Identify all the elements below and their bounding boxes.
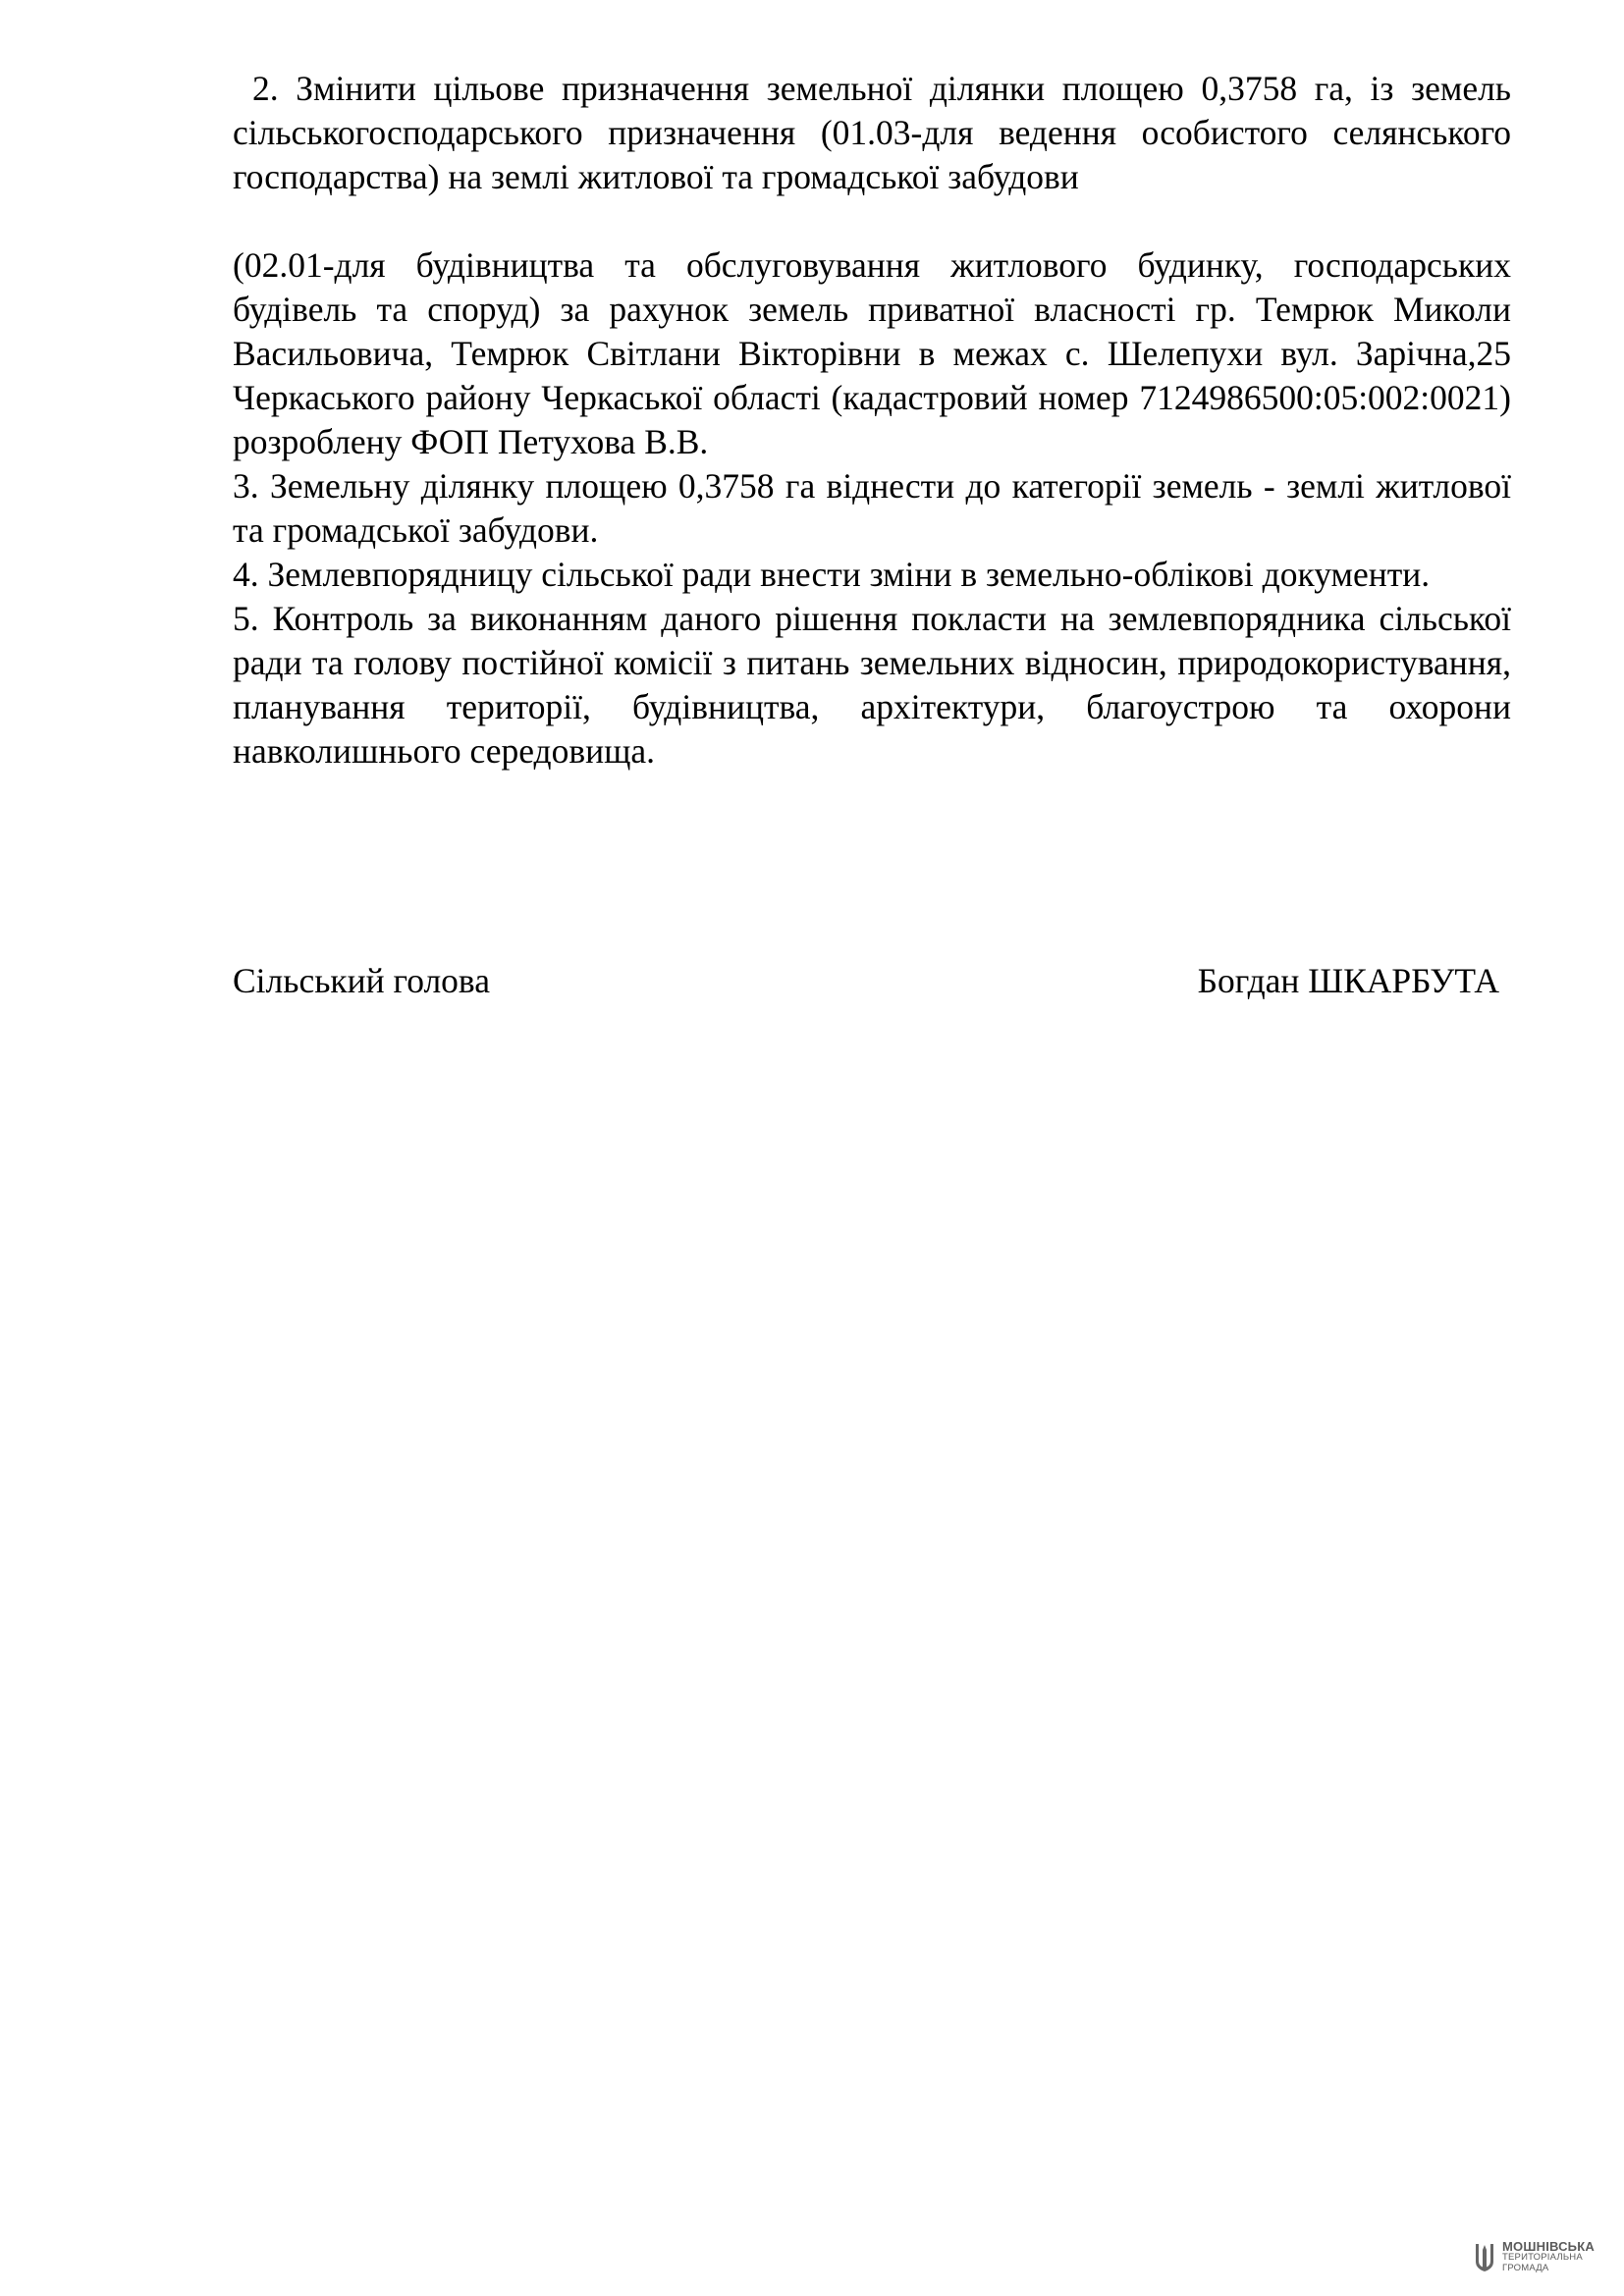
trident-icon: [1473, 2242, 1496, 2273]
paragraph-item-4: 4. Землевпорядницу сільської ради внести зміни в земельно-облікові документи.: [233, 555, 1431, 594]
signature-block: [233, 959, 1499, 1003]
logo-line-1: МОШНІВСЬКА: [1502, 2239, 1595, 2254]
signature-name: Богдан ШКАРБУТА: [1197, 961, 1499, 1000]
community-logo: [1473, 2241, 1595, 2273]
paragraph-item-3: 3. Земельну ділянку площею 0,3758 га віднести до категорії земель - землі житлової та громадської забудови.: [233, 466, 1511, 550]
paragraph-gap: [233, 199, 1511, 243]
paragraph-item-2: 2. Змінити цільове призначення земельної ділянки площею 0,3758 га, із земель сільськогосподарського призначення (01.03-для ведення особистого селянського господарства) на землі житлової та громадської забудови: [233, 69, 1511, 196]
logo-line-3: ГРОМАДА: [1502, 2263, 1549, 2273]
logo-line-2: ТЕРИТОРІАЛЬНА: [1502, 2252, 1583, 2263]
document-body: [233, 67, 1511, 774]
paragraph-item-2-continued: (02.01-для будівництва та обслуговування житлового будинку, господарських будівель та споруд) за рахунок земель приватної власності гр. Темрюк Миколи Васильовича, Темрюк Світлани Вікторівни в межах с. Шелепухи вул. Зарічна,25 Черкаського району Черкаської області (кадастровий номер 7124986500:05:002:0021) розроблену ФОП Петухова В.В.: [233, 245, 1511, 461]
paragraph-item-5: 5. Контроль за виконанням даного рішення покласти на землевпорядника сільської ради та голову постійної комісії з питань земельних відносин, природокористування, планування території, будівництва, архітектури, благоустрою та охорони навколишнього середовища.: [233, 599, 1511, 771]
signature-title: Сільський голова: [233, 961, 490, 1000]
logo-text: [1502, 2241, 1595, 2273]
